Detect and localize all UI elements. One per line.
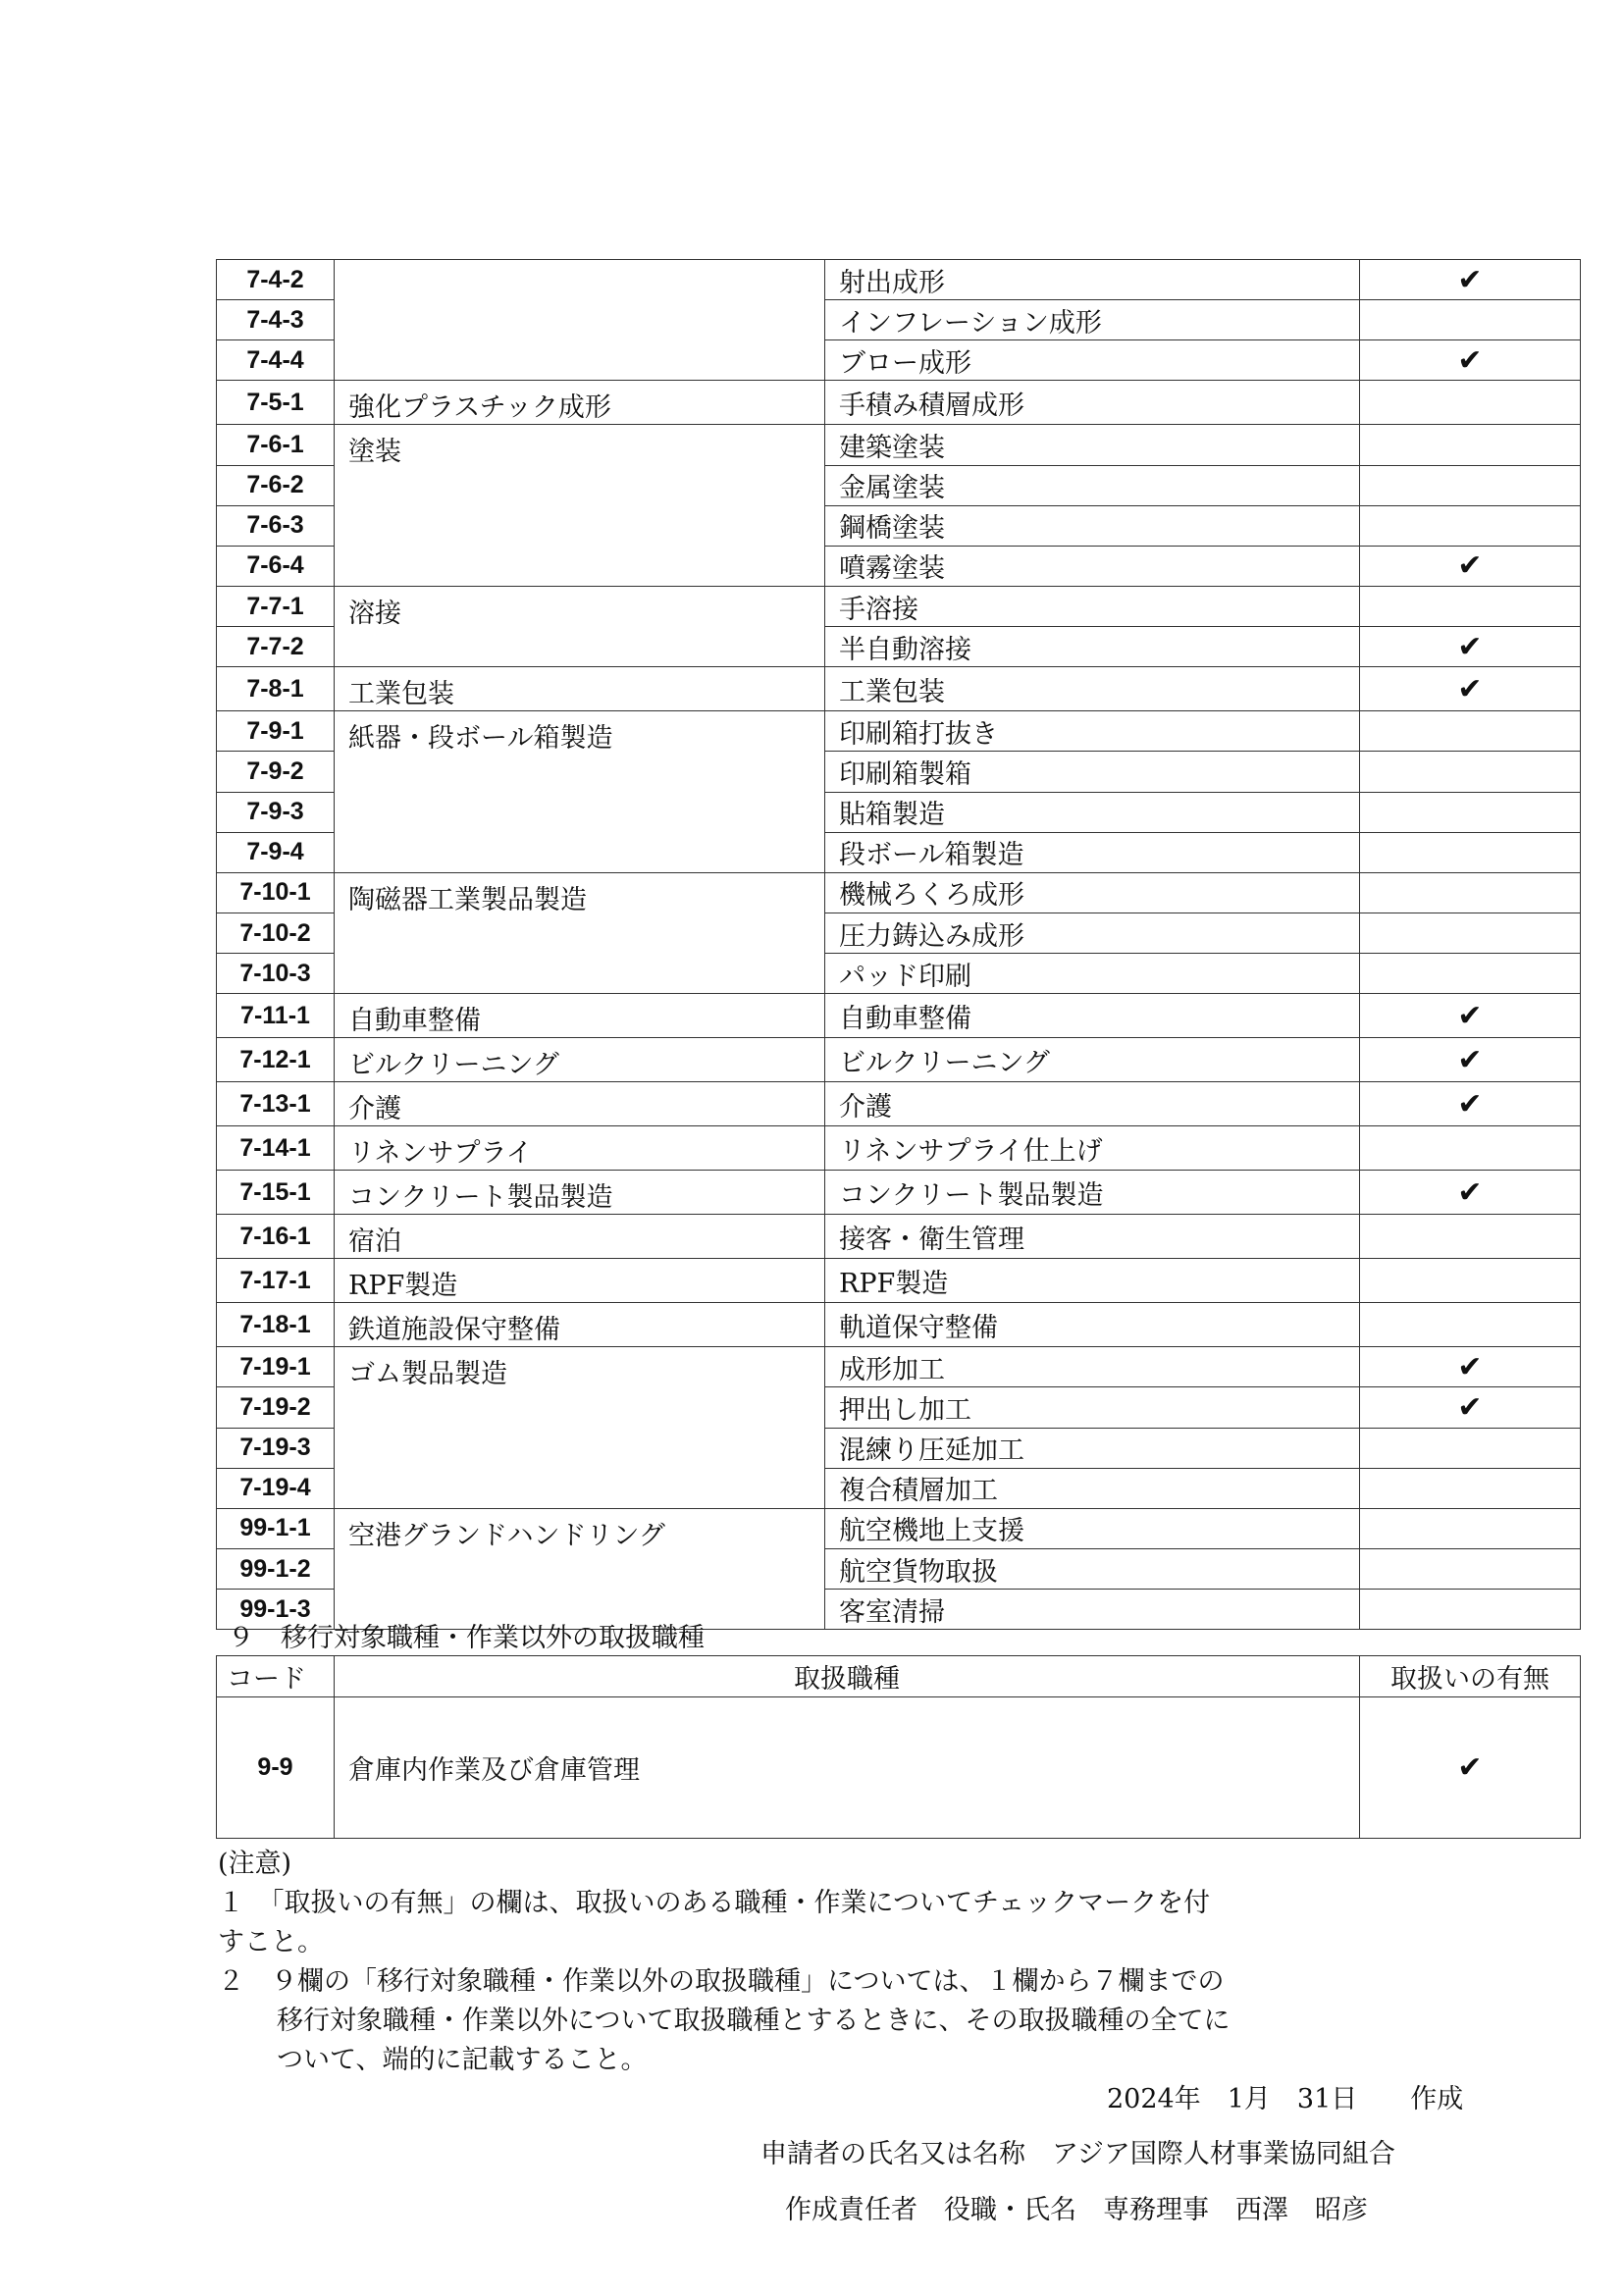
work-cell: 半自動溶接 bbox=[825, 627, 1360, 667]
code-cell: 7-13-1 bbox=[217, 1082, 335, 1126]
work-cell: 印刷箱打抜き bbox=[825, 711, 1360, 752]
work-cell: 軌道保守整備 bbox=[825, 1303, 1360, 1347]
occupation-cell: 鉄道施設保守整備 bbox=[335, 1303, 825, 1347]
table-row bbox=[217, 1259, 1581, 1303]
work-cell: パッド印刷 bbox=[825, 954, 1360, 994]
notes bbox=[218, 1845, 1376, 2080]
occupation-cell: 宿泊 bbox=[335, 1215, 825, 1259]
check-mark-icon bbox=[1360, 1590, 1581, 1630]
note-2-line-3: ついて、端的に記載すること。 bbox=[277, 2045, 648, 2075]
table-row bbox=[217, 260, 1581, 300]
check-mark-icon bbox=[1360, 1259, 1581, 1303]
check-mark-icon: ✔ bbox=[1360, 1082, 1581, 1126]
code-cell: 9-9 bbox=[217, 1697, 335, 1839]
code-cell: 7-15-1 bbox=[217, 1171, 335, 1215]
work-cell: 介護 bbox=[825, 1082, 1360, 1126]
check-mark-icon bbox=[1360, 586, 1581, 626]
code-cell: 99-1-2 bbox=[217, 1548, 335, 1589]
other-occupation-table bbox=[216, 1655, 1581, 1839]
table-row bbox=[217, 994, 1581, 1038]
table-row bbox=[217, 425, 1581, 465]
code-cell: 7-19-2 bbox=[217, 1387, 335, 1428]
work-cell: 手積み積層成形 bbox=[825, 381, 1360, 425]
code-cell: 7-16-1 bbox=[217, 1215, 335, 1259]
occupation-cell: コンクリート製品製造 bbox=[335, 1171, 825, 1215]
work-cell: ビルクリーニング bbox=[825, 1038, 1360, 1082]
check-mark-icon: ✔ bbox=[1360, 260, 1581, 300]
code-cell: 7-8-1 bbox=[217, 667, 335, 711]
table-row bbox=[217, 586, 1581, 626]
code-cell: 7-9-1 bbox=[217, 711, 335, 752]
code-cell: 7-4-4 bbox=[217, 340, 335, 381]
note-1-line-1: １ 「取扱いの有無」の欄は、取扱いのある職種・作業についてチェックマークを付 bbox=[218, 1888, 1211, 1918]
table-row bbox=[217, 381, 1581, 425]
code-cell: 7-10-1 bbox=[217, 872, 335, 913]
table-row bbox=[217, 1082, 1581, 1126]
work-cell: RPF製造 bbox=[825, 1259, 1360, 1303]
check-mark-icon bbox=[1360, 954, 1581, 994]
header-handled: 取扱いの有無 bbox=[1360, 1656, 1581, 1697]
code-cell: 7-19-4 bbox=[217, 1468, 335, 1508]
check-mark-icon: ✔ bbox=[1360, 340, 1581, 381]
check-mark-icon: ✔ bbox=[1360, 546, 1581, 586]
applicant-name: 申請者の氏名又は名称 アジア国際人材事業協同組合 bbox=[760, 2139, 1395, 2169]
work-cell: リネンサプライ仕上げ bbox=[825, 1126, 1360, 1171]
check-mark-icon: ✔ bbox=[1360, 1347, 1581, 1387]
code-cell: 7-6-4 bbox=[217, 546, 335, 586]
occupation-cell: ビルクリーニング bbox=[335, 1038, 825, 1082]
occupation-cell: リネンサプライ bbox=[335, 1126, 825, 1171]
code-cell: 7-9-2 bbox=[217, 752, 335, 792]
check-mark-icon: ✔ bbox=[1360, 1387, 1581, 1428]
code-cell: 7-6-1 bbox=[217, 425, 335, 465]
code-cell: 7-4-2 bbox=[217, 260, 335, 300]
occupation-cell: 溶接 bbox=[335, 586, 825, 666]
code-cell: 7-7-1 bbox=[217, 586, 335, 626]
check-mark-icon bbox=[1360, 792, 1581, 832]
check-mark-icon bbox=[1360, 505, 1581, 546]
work-cell: 混練り圧延加工 bbox=[825, 1428, 1360, 1468]
code-cell: 7-10-3 bbox=[217, 954, 335, 994]
occupation-cell: 工業包装 bbox=[335, 667, 825, 711]
work-cell: 航空貨物取扱 bbox=[825, 1548, 1360, 1589]
code-cell: 7-14-1 bbox=[217, 1126, 335, 1171]
table-row bbox=[217, 872, 1581, 913]
code-cell: 99-1-3 bbox=[217, 1590, 335, 1630]
work-cell: 接客・衛生管理 bbox=[825, 1215, 1360, 1259]
note-2-line-2: 移行対象職種・作業以外について取扱職種とするときに、その取扱職種の全てに bbox=[277, 2006, 1231, 2036]
check-mark-icon bbox=[1360, 381, 1581, 425]
occupation-cell: 陶磁器工業製品製造 bbox=[335, 872, 825, 993]
work-cell: 印刷箱製箱 bbox=[825, 752, 1360, 792]
check-mark-icon: ✔ bbox=[1360, 667, 1581, 711]
occupation-cell: 介護 bbox=[335, 1082, 825, 1126]
occupation-cell bbox=[335, 260, 825, 381]
note-2-line-1: ２ ９欄の「移行対象職種・作業以外の取扱職種」については、１欄から７欄までの bbox=[218, 1966, 1225, 1997]
occupation-cell: ゴム製品製造 bbox=[335, 1347, 825, 1509]
occupation-cell: 塗装 bbox=[335, 425, 825, 587]
work-cell: 自動車整備 bbox=[825, 994, 1360, 1038]
code-cell: 7-7-2 bbox=[217, 627, 335, 667]
responsible-person: 作成責任者 役職・氏名 専務理事 西澤 昭彦 bbox=[785, 2195, 1368, 2225]
table-row bbox=[217, 1303, 1581, 1347]
note-1-line-2: すこと。 bbox=[218, 1927, 324, 1957]
code-cell: 7-9-4 bbox=[217, 832, 335, 872]
check-mark-icon: ✔ bbox=[1360, 1697, 1581, 1839]
table-row bbox=[217, 667, 1581, 711]
creation-date: 2024年 1月 31日 作成 bbox=[1107, 2084, 1464, 2114]
check-mark-icon: ✔ bbox=[1360, 627, 1581, 667]
code-cell: 7-9-3 bbox=[217, 792, 335, 832]
occupation-cell: RPF製造 bbox=[335, 1259, 825, 1303]
occupation-cell: 強化プラスチック成形 bbox=[335, 381, 825, 425]
section9-title: ９ 移行対象職種・作業以外の取扱職種 bbox=[228, 1623, 705, 1653]
work-cell: 噴霧塗装 bbox=[825, 546, 1360, 586]
code-cell: 7-6-3 bbox=[217, 505, 335, 546]
table-row bbox=[217, 1126, 1581, 1171]
occupation-table bbox=[216, 259, 1581, 1630]
check-mark-icon bbox=[1360, 1468, 1581, 1508]
occupation-cell: 空港グランドハンドリング bbox=[335, 1508, 825, 1629]
header-occupation: 取扱職種 bbox=[335, 1656, 1360, 1697]
occupation-cell: 自動車整備 bbox=[335, 994, 825, 1038]
work-cell: ブロー成形 bbox=[825, 340, 1360, 381]
table-row bbox=[217, 1215, 1581, 1259]
code-cell: 99-1-1 bbox=[217, 1508, 335, 1548]
occupation-cell: 倉庫内作業及び倉庫管理 bbox=[335, 1697, 1360, 1839]
work-cell: 射出成形 bbox=[825, 260, 1360, 300]
check-mark-icon: ✔ bbox=[1360, 994, 1581, 1038]
check-mark-icon bbox=[1360, 752, 1581, 792]
occupation-table-body bbox=[217, 260, 1581, 1630]
check-mark-icon bbox=[1360, 300, 1581, 340]
work-cell: 金属塗装 bbox=[825, 465, 1360, 505]
notes-heading: (注意) bbox=[218, 1849, 292, 1879]
table-row bbox=[217, 1697, 1581, 1839]
work-cell: 複合積層加工 bbox=[825, 1468, 1360, 1508]
table-row bbox=[217, 1171, 1581, 1215]
code-cell: 7-6-2 bbox=[217, 465, 335, 505]
check-mark-icon bbox=[1360, 1303, 1581, 1347]
check-mark-icon bbox=[1360, 1126, 1581, 1171]
code-cell: 7-18-1 bbox=[217, 1303, 335, 1347]
code-cell: 7-4-3 bbox=[217, 300, 335, 340]
check-mark-icon bbox=[1360, 1548, 1581, 1589]
check-mark-icon: ✔ bbox=[1360, 1038, 1581, 1082]
check-mark-icon bbox=[1360, 711, 1581, 752]
work-cell: 工業包装 bbox=[825, 667, 1360, 711]
check-mark-icon bbox=[1360, 913, 1581, 953]
work-cell: 圧力鋳込み成形 bbox=[825, 913, 1360, 953]
table-row bbox=[217, 1038, 1581, 1082]
work-cell: 鋼橋塗装 bbox=[825, 505, 1360, 546]
code-cell: 7-19-3 bbox=[217, 1428, 335, 1468]
code-cell: 7-17-1 bbox=[217, 1259, 335, 1303]
work-cell: 貼箱製造 bbox=[825, 792, 1360, 832]
work-cell: インフレーション成形 bbox=[825, 300, 1360, 340]
work-cell: コンクリート製品製造 bbox=[825, 1171, 1360, 1215]
check-mark-icon bbox=[1360, 832, 1581, 872]
code-cell: 7-5-1 bbox=[217, 381, 335, 425]
check-mark-icon bbox=[1360, 1508, 1581, 1548]
header-code: コード bbox=[217, 1656, 335, 1697]
check-mark-icon bbox=[1360, 872, 1581, 913]
table-row bbox=[217, 1347, 1581, 1387]
check-mark-icon bbox=[1360, 1428, 1581, 1468]
work-cell: 建築塗装 bbox=[825, 425, 1360, 465]
other-table-header bbox=[217, 1656, 1581, 1697]
occupation-cell: 紙器・段ボール箱製造 bbox=[335, 711, 825, 873]
work-cell: 成形加工 bbox=[825, 1347, 1360, 1387]
work-cell: 機械ろくろ成形 bbox=[825, 872, 1360, 913]
check-mark-icon bbox=[1360, 1215, 1581, 1259]
code-cell: 7-12-1 bbox=[217, 1038, 335, 1082]
table-row bbox=[217, 1508, 1581, 1548]
check-mark-icon bbox=[1360, 425, 1581, 465]
code-cell: 7-11-1 bbox=[217, 994, 335, 1038]
check-mark-icon bbox=[1360, 465, 1581, 505]
work-cell: 段ボール箱製造 bbox=[825, 832, 1360, 872]
work-cell: 手溶接 bbox=[825, 586, 1360, 626]
code-cell: 7-10-2 bbox=[217, 913, 335, 953]
work-cell: 押出し加工 bbox=[825, 1387, 1360, 1428]
check-mark-icon: ✔ bbox=[1360, 1171, 1581, 1215]
table-row bbox=[217, 711, 1581, 752]
work-cell: 客室清掃 bbox=[825, 1590, 1360, 1630]
code-cell: 7-19-1 bbox=[217, 1347, 335, 1387]
work-cell: 航空機地上支援 bbox=[825, 1508, 1360, 1548]
